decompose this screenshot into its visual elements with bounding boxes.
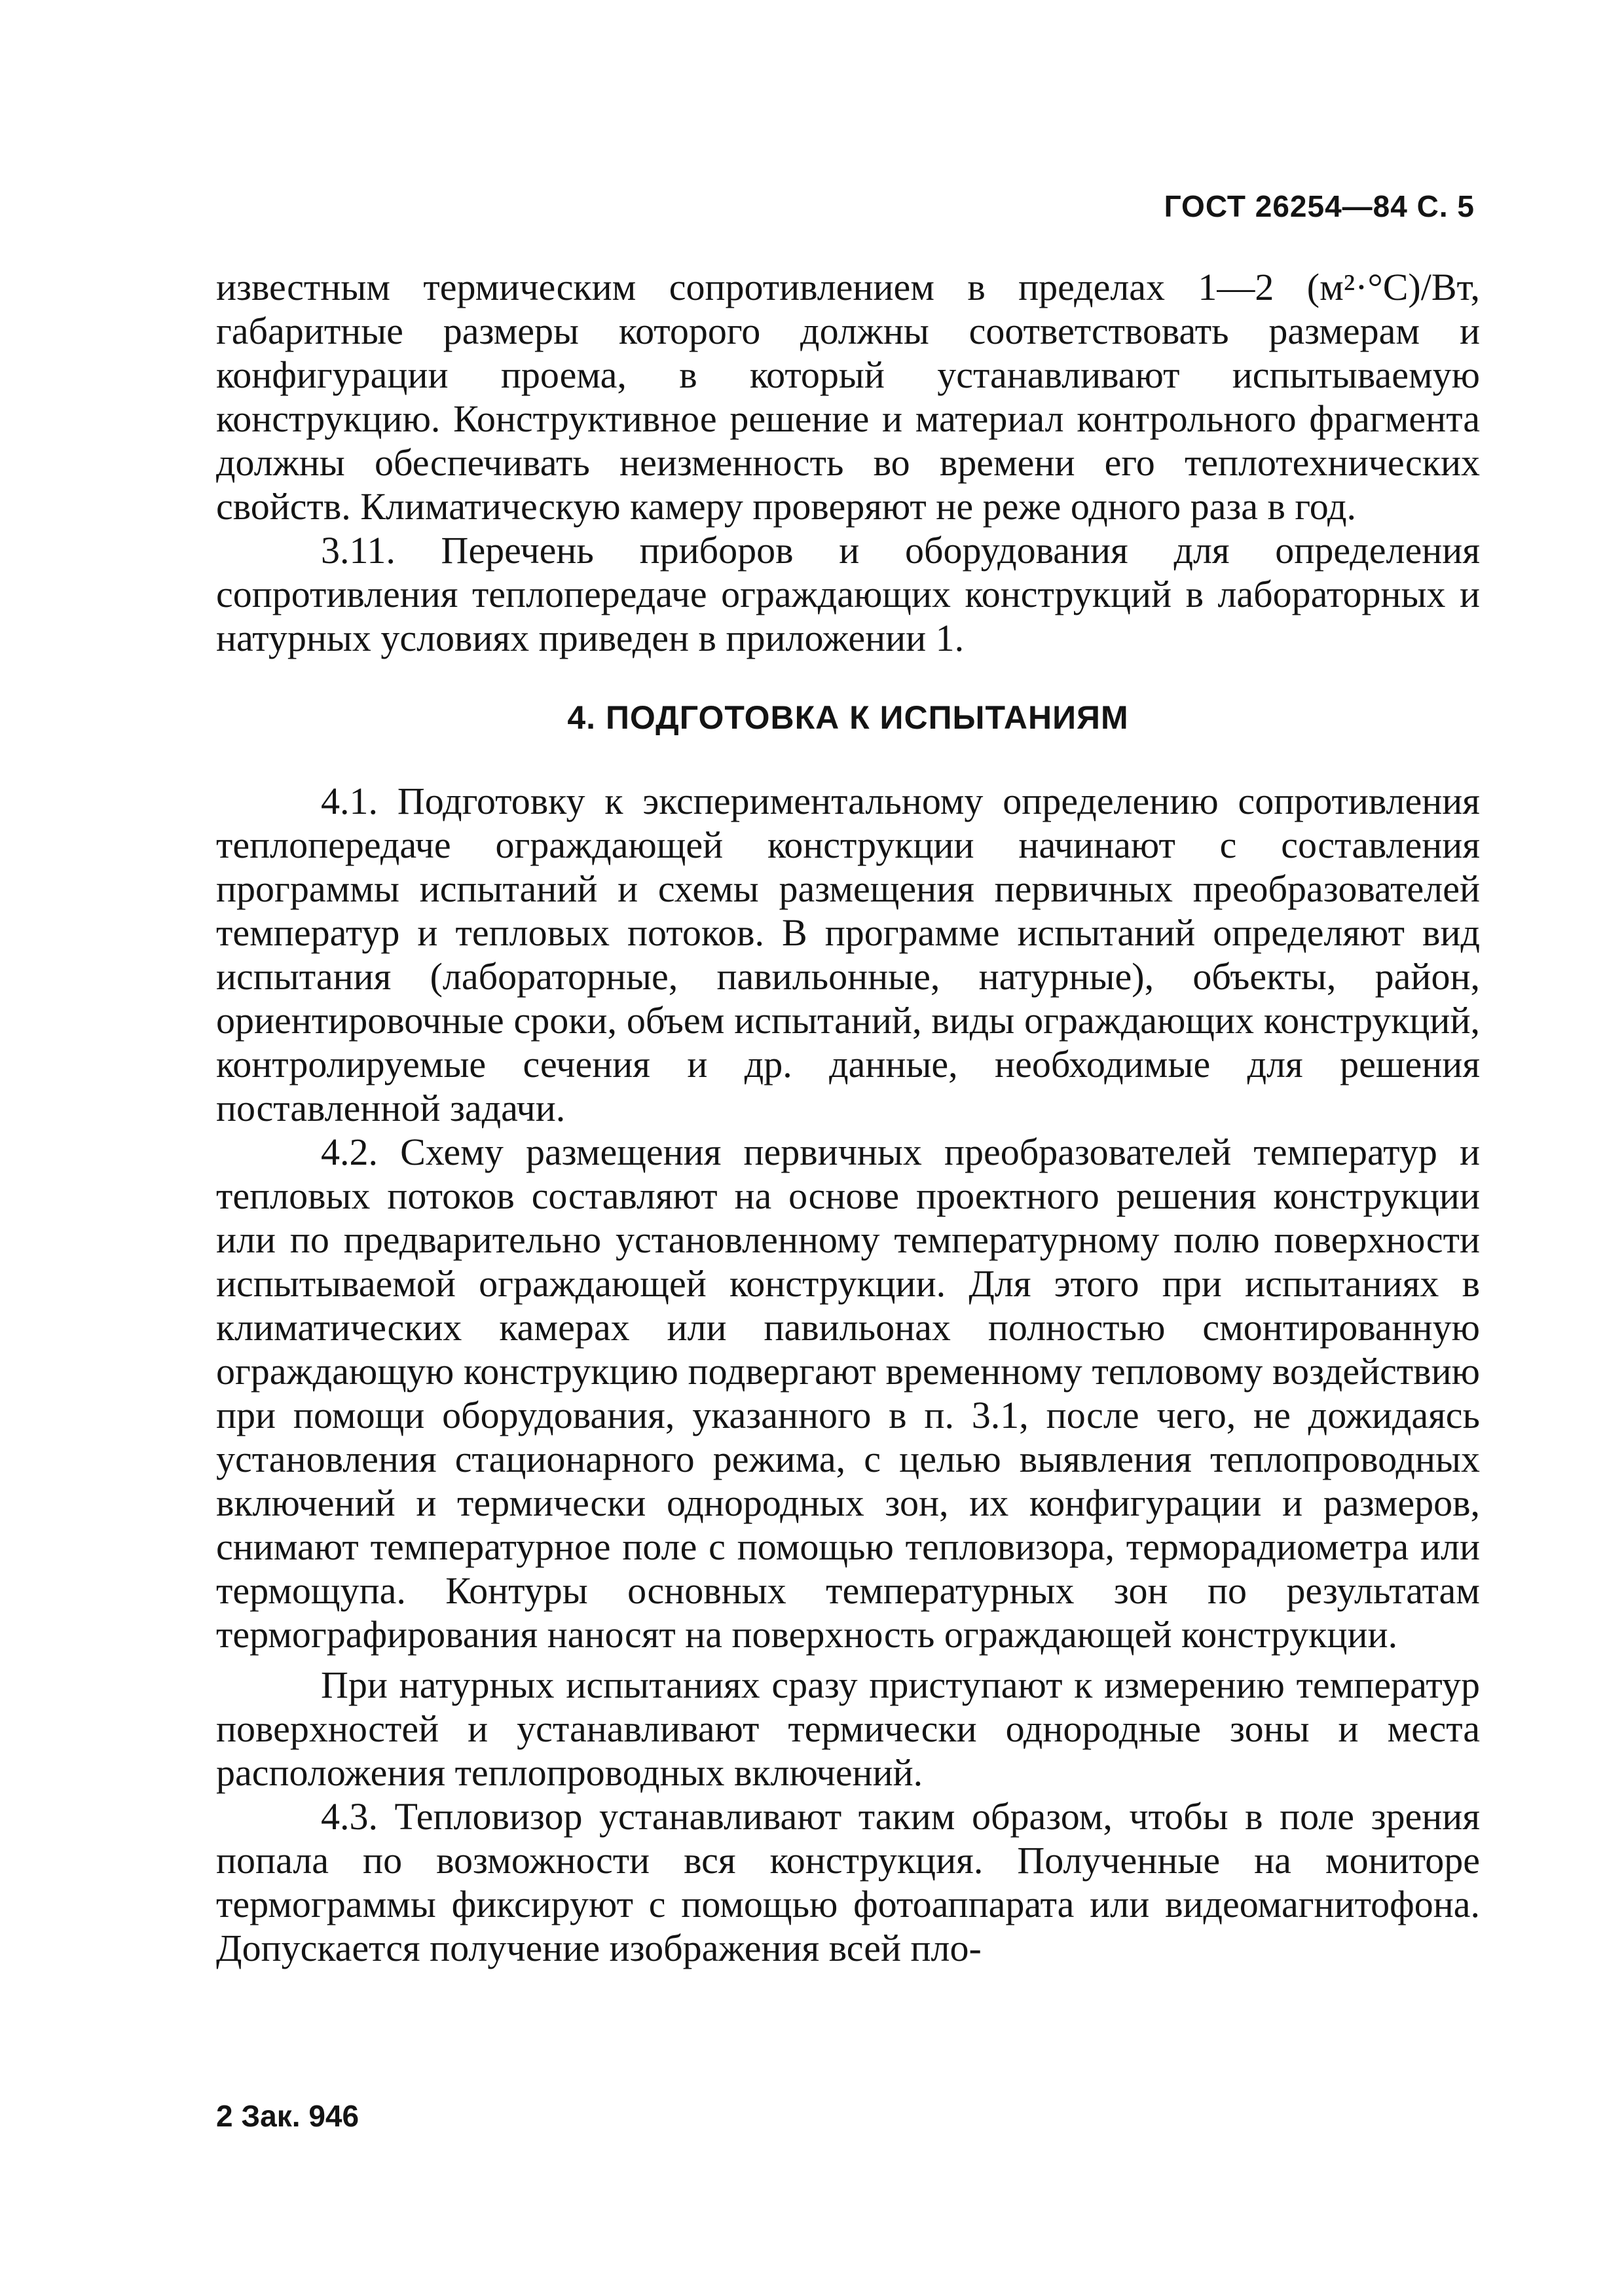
page-body xyxy=(216,265,1480,1970)
paragraph-4-3: 4.3. Тепловизор устанавливают таким образом, чтобы в поле зрения попала по возможности вся конструкция. Полученные на мониторе термограммы фиксируют с помощью фотоаппарата или видеомагнитофона. Допускается получение изображения всей пло- xyxy=(216,1795,1480,1969)
section-heading: 4. ПОДГОТОВКА К ИСПЫТАНИЯМ xyxy=(567,699,1129,736)
paragraph-field-tests: При натурных испытаниях сразу приступают к измерению температур поверхностей и устанавливают термически однородные зоны и места расположения теплопроводных включений. xyxy=(216,1664,1480,1794)
page-header: ГОСТ 26254—84 С. 5 xyxy=(1164,189,1475,223)
paragraph-4-1: 4.1. Подготовку к экспериментальному определению сопротивления теплопередаче ограждающей конструкции начинают с составления программы испытаний и схемы размещения первичных преобразователей температур и тепловых потоков. В программе испытаний определяют вид испытания (лабораторные, павильонные, натурные), объекты, район, ориентировочные сроки, объем испытаний, виды ограждающих конструкций, контролируемые сечения и др. данные, необходимые для решения поставленной задачи. xyxy=(216,780,1480,1129)
paragraph-continuation: известным термическим сопротивлением в пределах 1—2 (м²·°С)/Вт, габаритные размеры которого должны соответствовать размерам и конфигурации проема, в который устанавливают испытываемую конструкцию. Конструктивное решение и материал контрольного фрагмента должны обеспечивать неизменность во времени его теплотехнических свойств. Климатическую камеру проверяют не реже одного раза в год. xyxy=(216,266,1480,528)
page-footer: 2 Зак. 946 xyxy=(216,2099,360,2133)
paragraph-4-2: 4.2. Схему размещения первичных преобразователей температур и тепловых потоков составляют на основе проектного решения конструкции или по предварительно установленному температурному полю поверхности испытываемой ограждающей конструкции. Для этого при испытаниях в климатических камерах или павильонах полностью смонтированную ограждающую конструкцию подвергают временному тепловому воздействию при помощи оборудования, указанного в п. 3.1, после чего, не дожидаясь установления стационарного режима, с целью выявления теплопроводных включений и термически однородных зон, их конфигурации и размеров, снимают температурное поле с помощью тепловизора, терморадиометра или термощупа. Контуры основных температурных зон по результатам термографирования наносят на поверхность ограждающей конструкции. xyxy=(216,1131,1480,1656)
paragraph-3-11: 3.11. Перечень приборов и оборудования для определения сопротивления теплопередаче ограждающих конструкций в лабораторных и натурных условиях приведен в приложении 1. xyxy=(216,529,1480,659)
